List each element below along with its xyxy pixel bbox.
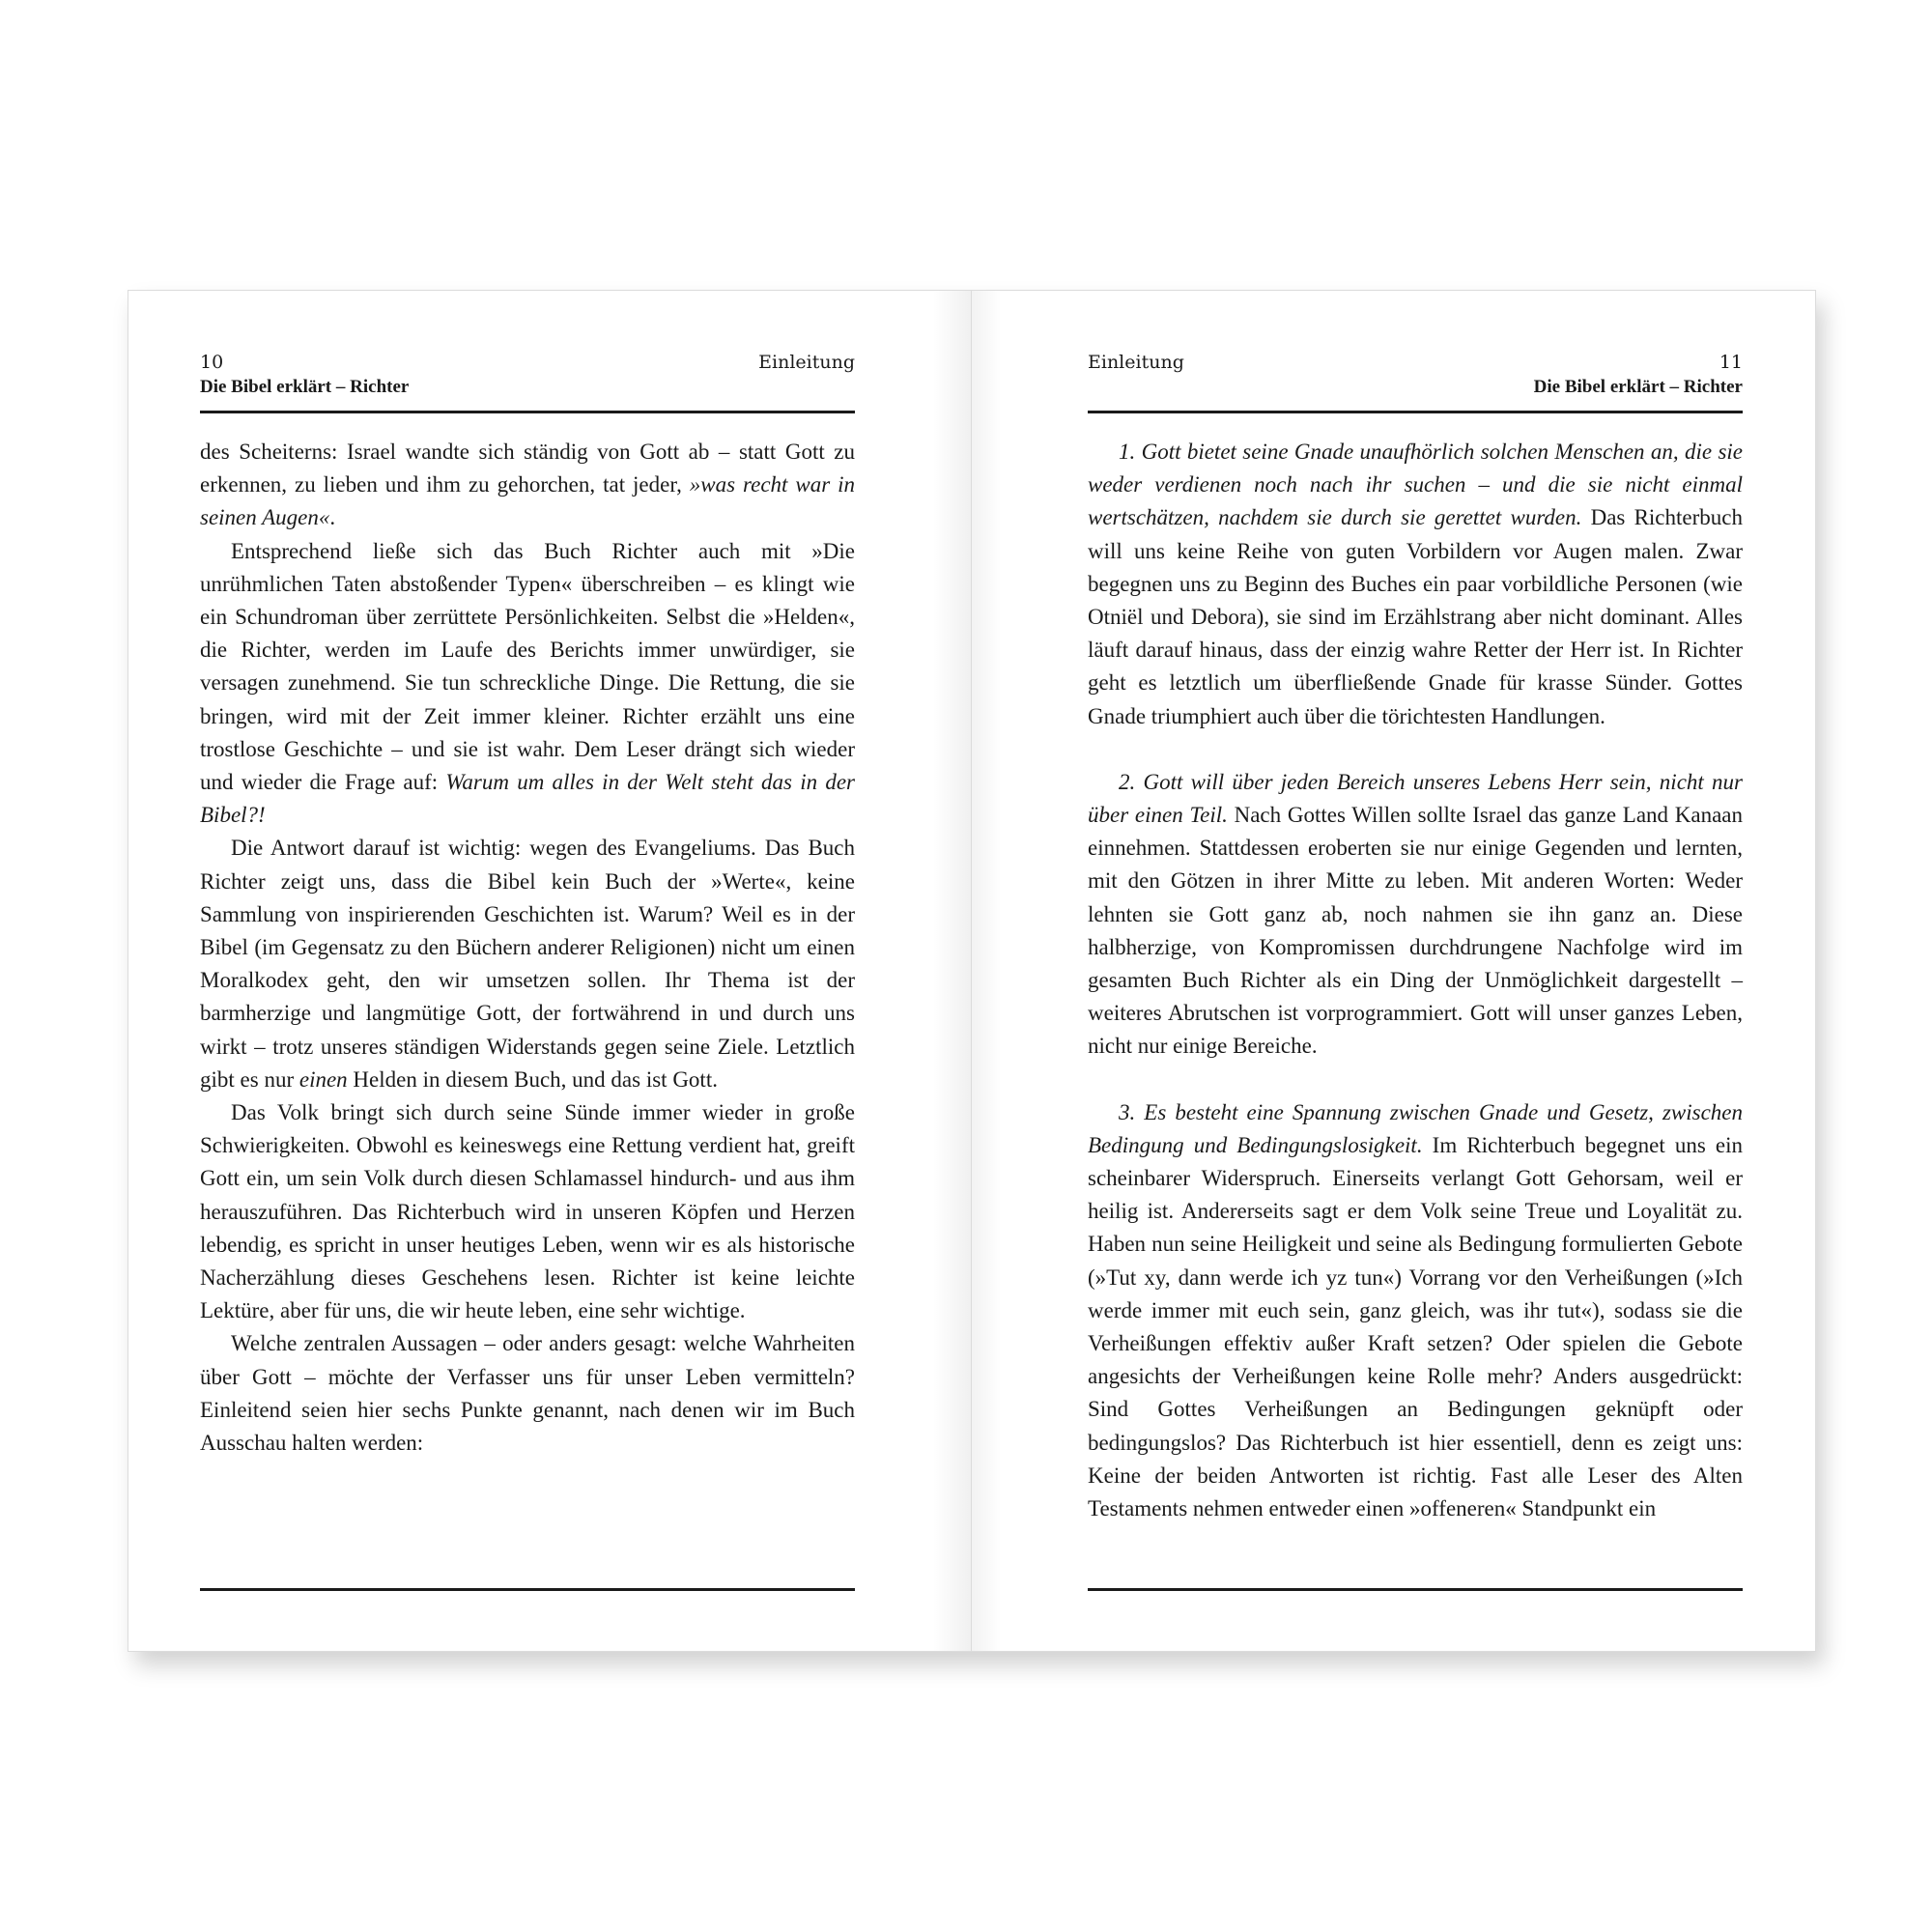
- left-page-body: [200, 436, 855, 1460]
- running-head: Einleitung: [758, 352, 855, 373]
- paragraph: Welche zentralen Aussagen – oder anders gesagt: welche Wahrheiten über Gott – möchte der Verfasser uns für unser Leben vermitteln? Einleitend seien hier sechs Punkte genannt, nach denen wir im Buch Ausschau halten werden:: [200, 1331, 855, 1456]
- running-head: Einleitung: [1088, 352, 1184, 373]
- paragraph: Das Volk bringt sich durch seine Sünde immer wieder in große Schwierigkeiten. Obwohl es keineswegs eine Rettung verdient hat, greift Gott ein, um sein Volk durch diesen Schlamassel hindurch- und aus ihm herauszuführen. Das Richterbuch wird in unseren Köpfen und Herzen lebendig, es spricht in unser heutiges Leben, wenn wir es als historische Nacherzählung dieses Geschehens lesen. Richter ist keine leichte Lektüre, aber für uns, die wir heute leben, eine sehr wichtige.: [200, 1100, 855, 1323]
- right-page: [972, 290, 1816, 1652]
- right-page-body: [1088, 436, 1743, 1558]
- numbered-point: 1. Gott bietet seine Gnade unaufhörlich solchen Menschen an, die sie weder verdienen noch nach ihr suchen – und die sie nicht einmal wertschätzen, nachdem sie durch sie gerettet wurden. Das Richterbuch will uns keine Reihe von guten Vorbildern vor Augen malen. Zwar begegnen uns zu Beginn des Buches ein paar vorbildliche Personen (wie Otniël und Debora), sie sind im Erzählstrang aber nicht dominant. Alles läuft darauf hinaus, dass der einzig wahre Retter der Herr ist. In Richter geht es letztlich um überfließende Gnade für krasse Sünder. Gottes Gnade triumphiert auch über die törichtesten Handlungen.: [1088, 440, 1743, 728]
- paragraph: Entsprechend ließe sich das Buch Richter auch mit »Die unrühmlichen Taten abstoßender Typen« überschreiben – es klingt wie ein Schundroman über zerrüttete Persönlichkeiten. Selbst die »Helden«, die Richter, werden im Laufe des Berichts immer unwürdiger, sie versagen zunehmend. Sie tun schreckliche Dinge. Die Rettung, die sie bringen, wird mit der Zeit immer kleiner. Richter erzählt uns eine trostlose Geschichte – und sie ist wahr. Dem Leser drängt sich wieder und wieder die Frage auf: Warum um alles in der Welt steht das in der Bibel?!: [200, 538, 855, 828]
- left-page-header: [200, 351, 855, 399]
- left-page: [128, 290, 972, 1652]
- book-title: Die Bibel erklärt – Richter: [1533, 377, 1743, 397]
- header-rule: [200, 411, 855, 413]
- paragraph: des Scheiterns: Israel wandte sich ständig von Gott ab – statt Gott zu erkennen, zu lieben und ihm zu gehorchen, tat jeder, »was recht war in seinen Augen«.: [200, 440, 855, 530]
- numbered-point: 2. Gott will über jeden Bereich unseres Lebens Herr sein, nicht nur über einen Teil. Nach Gottes Willen sollte Israel das ganze Land Kanaan einnehmen. Stattdessen eroberten sie nur einige Gegenden und lernten, mit den Götzen in ihrer Mitte zu leben. Mit anderen Worten: Weder lehnten sie Gott ganz ab, noch nahmen sie ihn ganz an. Diese halbherzige, von Kompromissen durchdrungene Nachfolge wird im gesamten Buch Richter als ein Ding der Unmöglichkeit dargestellt – weiteres Abrutschen ist vorprogrammiert. Gott will unser ganzes Leben, nicht nur einige Bereiche.: [1088, 769, 1743, 1059]
- book-title: Die Bibel erklärt – Richter: [200, 377, 410, 397]
- footer-rule: [1088, 1588, 1743, 1591]
- book-spread: [128, 290, 1816, 1652]
- numbered-point: 3. Es besteht eine Spannung zwischen Gnade und Gesetz, zwischen Bedingung und Bedingungslosigkeit. Im Richterbuch begegnet uns ein scheinbarer Widerspruch. Einerseits verlangt Gott Gehorsam, weil er heilig ist. Andererseits sagt er dem Volk seine Treue und Loyalität zu. Haben nun seine Heiligkeit und seine als Bedingung formulierten Gebote (»Tut xy, dann werde ich yz tun«) Vorrang vor den Verheißungen (»Ich werde immer mit euch sein, ganz gleich, was ihr tut«), sodass sie die Verheißungen effektiv außer Kraft setzen? Oder spielen die Gebote angesichts der Verheißungen keine Rolle mehr? Anders ausgedrückt: Sind Gottes Verheißungen an Bedingungen geknüpft oder bedingungslos? Das Richterbuch ist hier essentiell, denn es zeigt uns: Keine der beiden Antworten ist richtig. Fast alle Leser des Alten Testaments nehmen entweder einen »offeneren« Standpunkt ein: [1088, 1099, 1743, 1521]
- page-number: 11: [1719, 352, 1743, 373]
- header-rule: [1088, 411, 1743, 413]
- footer-rule: [200, 1588, 855, 1591]
- page-number: 10: [200, 352, 224, 373]
- right-page-header: [1088, 351, 1743, 399]
- paragraph: Die Antwort darauf ist wichtig: wegen des Evangeliums. Das Buch Richter zeigt uns, dass die Bibel kein Buch der »Werte«, keine Sammlung von inspirierenden Geschichten ist. Warum? Weil es in der Bibel (im Gegensatz zu den Büchern anderer Religionen) nicht um einen Moralkodex geht, den wir umsetzen sollen. Ihr Thema ist der barmherzige und langmütige Gott, der fortwährend in und durch uns wirkt – trotz unseres ständigen Widerstands gegen seine Ziele. Letztlich gibt es nur einen Helden in diesem Buch, und das ist Gott.: [200, 836, 855, 1092]
